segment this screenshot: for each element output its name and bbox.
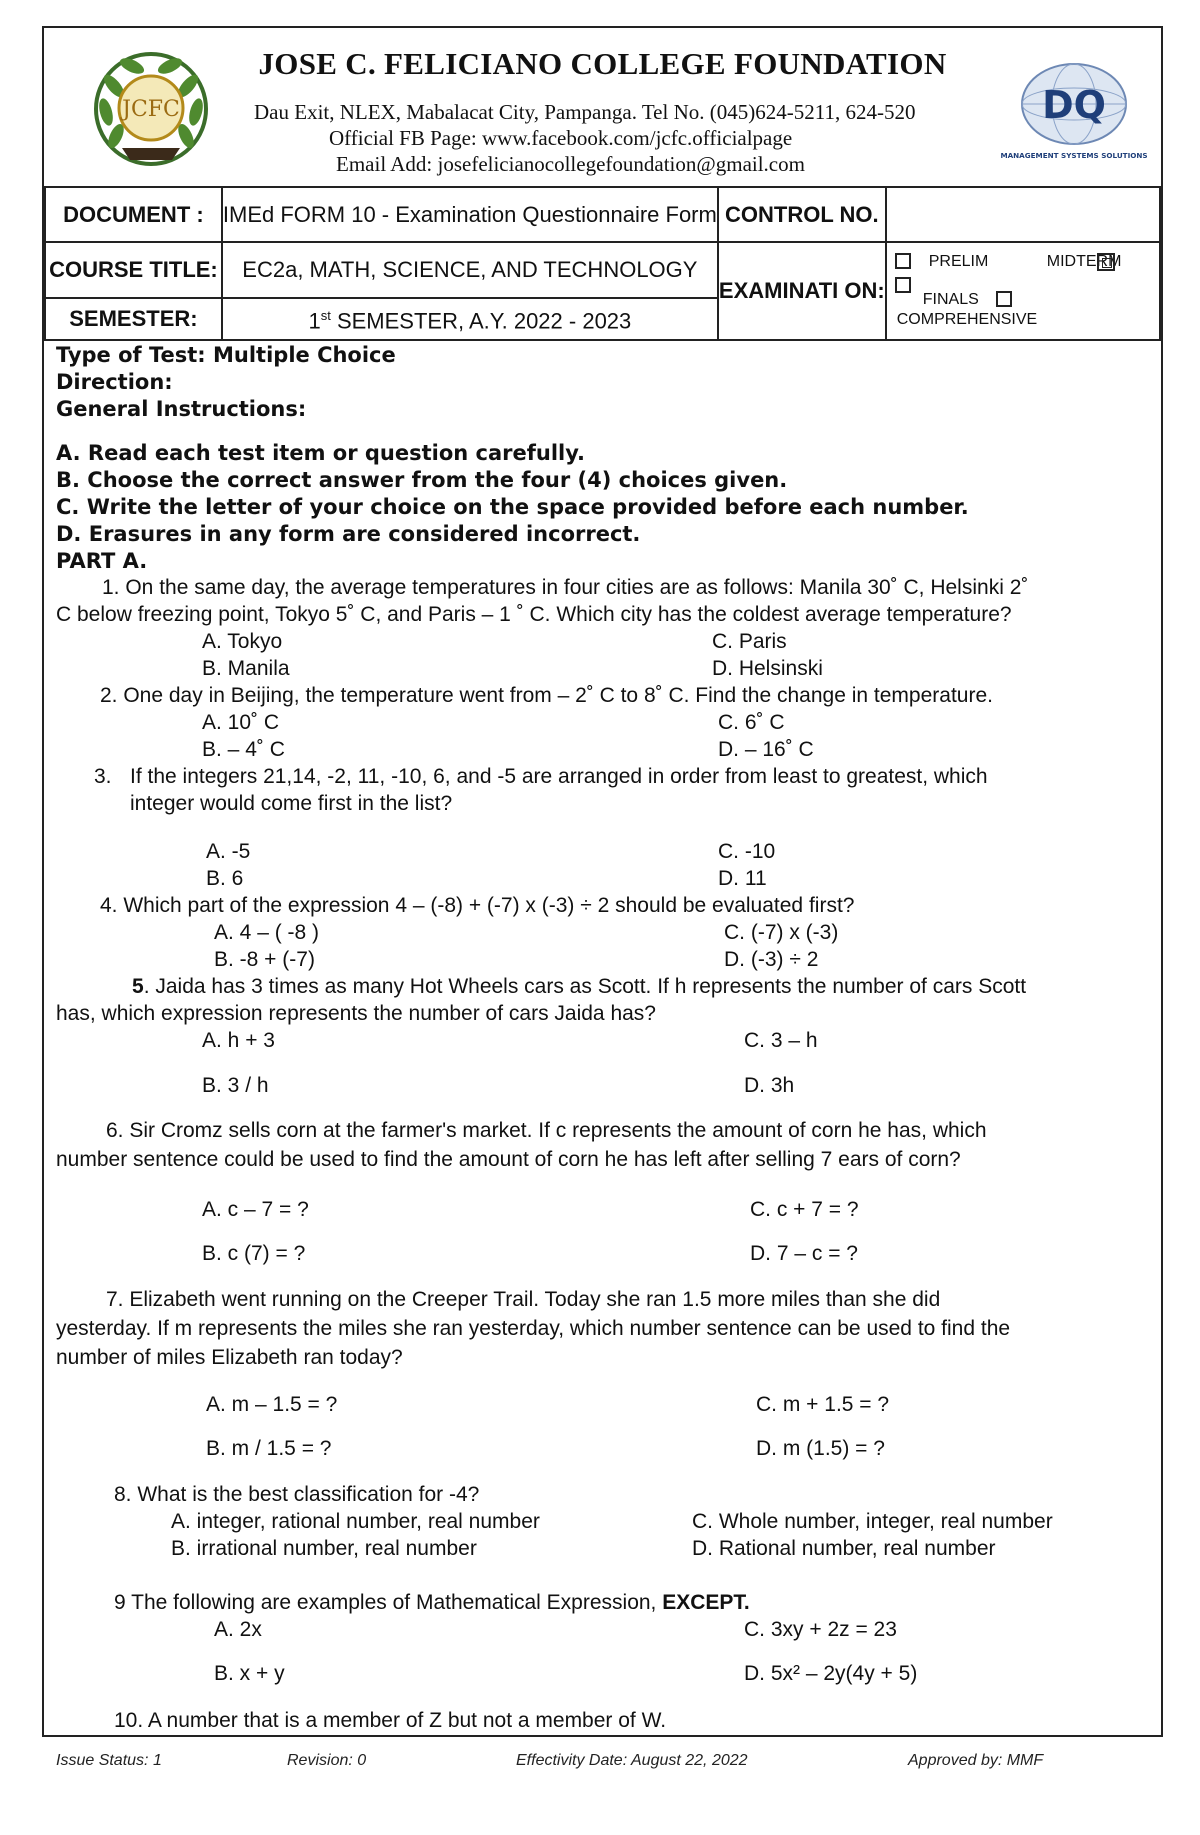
choice-3a: A. -5	[206, 840, 251, 863]
choice-6b: B. c (7) = ?	[202, 1242, 306, 1265]
choice-7b: B. m / 1.5 = ?	[206, 1437, 332, 1460]
email-address: Email Add: josefelicianocollegefoundation@gmail.com	[336, 152, 805, 176]
choice-7d: D. m (1.5) = ?	[756, 1437, 885, 1460]
choice-3b: B. 6	[206, 867, 244, 890]
control-value	[886, 187, 1160, 242]
question-7-cont2: number of miles Elizabeth ran today?	[56, 1346, 403, 1369]
part-a-heading: PART A.	[56, 549, 148, 573]
choice-2a: A. 10˚ C	[202, 711, 280, 734]
control-label: CONTROL NO.	[718, 187, 886, 242]
question-9: 9 The following are examples of Mathematical Expression, EXCEPT.	[114, 1591, 750, 1614]
examination-label: EXAMINATI ON:	[718, 242, 886, 340]
choice-9c: C. 3xy + 2z = 23	[744, 1618, 897, 1641]
question-10: 10. A number that is a member of Z but not a member of W.	[114, 1709, 667, 1732]
choice-4c: C. (-7) x (-3)	[724, 921, 839, 944]
approved-by: Approved by: MMF	[908, 1752, 1044, 1769]
midterm-label: MIDTERM	[1046, 253, 1122, 270]
choice-4b: B. -8 + (-7)	[214, 948, 315, 971]
question-3-cont: integer would come first in the list?	[130, 792, 453, 815]
choice-3c: C. -10	[718, 840, 776, 863]
question-6: 6. Sir Cromz sells corn at the farmer's market. If c represents the amount of corn he has, which	[106, 1119, 987, 1142]
instruction-d: D. Erasures in any form are considered incorrect.	[56, 522, 641, 546]
comprehensive-label: COMPREHENSIVE	[896, 311, 1038, 328]
choice-6c: C. c + 7 = ?	[750, 1198, 859, 1221]
question-5-cont: has, which expression represents the number of cars Jaida has?	[56, 1002, 656, 1025]
svg-text:DQ: DQ	[1042, 83, 1106, 127]
prelim-label: PRELIM	[928, 253, 989, 270]
choice-9d: D. 5x² – 2y(4y + 5)	[744, 1662, 918, 1685]
question-2: 2. One day in Beijing, the temperature went from – 2˚ C to 8˚ C. Find the change in temperature.	[100, 684, 993, 707]
choice-2d: D. – 16˚ C	[718, 738, 814, 761]
question-1: 1. On the same day, the average temperatures in four cities are as follows: Manila 30˚ C, Helsinki 2˚	[102, 576, 1029, 599]
question-7-cont: yesterday. If m represents the miles she ran yesterday, which number sentence can be used to find the	[56, 1317, 1011, 1340]
choice-5d: D. 3h	[744, 1074, 795, 1097]
choice-8a: A. integer, rational number, real number	[171, 1510, 540, 1533]
semester-value: 1st SEMESTER, A.Y. 2022 - 2023	[222, 298, 718, 340]
question-4: 4. Which part of the expression 4 – (-8) + (-7) x (-3) ÷ 2 should be evaluated first?	[100, 894, 855, 917]
instruction-a: A. Read each test item or question carefully.	[56, 441, 585, 465]
choice-1c: C. Paris	[712, 630, 787, 653]
choice-4d: D. (-3) ÷ 2	[724, 948, 819, 971]
choice-5a: A. h + 3	[202, 1029, 275, 1052]
instruction-b: B. Choose the correct answer from the four (4) choices given.	[56, 468, 788, 492]
svg-text:MANAGEMENT SYSTEMS SOLUTIONS: MANAGEMENT SYSTEMS SOLUTIONS	[1000, 151, 1148, 160]
svg-text:JCFC: JCFC	[122, 97, 180, 122]
comprehensive-checkbox[interactable]	[996, 291, 1012, 307]
choice-1a: A. Tokyo	[202, 630, 283, 653]
choice-7a: A. m – 1.5 = ?	[206, 1393, 338, 1416]
course-value: EC2a, MATH, SCIENCE, AND TECHNOLOGY	[222, 242, 718, 298]
choice-2b: B. – 4˚ C	[202, 738, 285, 761]
question-1-cont: C below freezing point, Tokyo 5˚ C, and Paris – 1 ˚ C. Which city has the coldest average temperature?	[56, 603, 1012, 626]
general-instructions-label: General Instructions:	[56, 397, 307, 421]
semester-label: SEMESTER:	[45, 298, 222, 340]
direction-label: Direction:	[56, 370, 173, 394]
question-8: 8. What is the best classification for -4?	[114, 1483, 480, 1506]
finals-checkbox[interactable]	[895, 277, 911, 293]
choice-8b: B. irrational number, real number	[171, 1537, 477, 1560]
document-label: DOCUMENT :	[45, 187, 222, 242]
question-7: 7. Elizabeth went running on the Creeper Trail. Today she ran 1.5 more miles than she did	[106, 1288, 941, 1311]
choice-5b: B. 3 / h	[202, 1074, 269, 1097]
choice-9b: B. x + y	[214, 1662, 285, 1685]
choice-4a: A. 4 – ( -8 )	[214, 921, 320, 944]
question-6-cont: number sentence could be used to find the amount of corn he has left after selling 7 ears of corn?	[56, 1148, 961, 1171]
choice-7c: C. m + 1.5 = ?	[756, 1393, 890, 1416]
certification-logo	[999, 58, 1149, 168]
school-name: JOSE C. FELICIANO COLLEGE FOUNDATION	[258, 46, 947, 81]
question-5: 5. Jaida has 3 times as many Hot Wheels cars as Scott. If h represents the number of cars Scott	[132, 975, 1027, 998]
choice-9a: A. 2x	[214, 1618, 262, 1641]
school-address: Dau Exit, NLEX, Mabalacat City, Pampanga. Tel No. (045)624-5211, 624-520	[254, 100, 916, 124]
question-3-number: 3.	[94, 765, 112, 788]
document-value: IMEd FORM 10 - Examination Questionnaire Form	[222, 187, 718, 242]
revision: Revision: 0	[287, 1752, 367, 1769]
midterm-checkbox[interactable]	[1097, 253, 1115, 271]
question-3: If the integers 21,14, -2, 11, -10, 6, and -5 are arranged in order from least to greatest, which	[130, 765, 988, 788]
finals-label: FINALS	[922, 291, 979, 308]
choice-5c: C. 3 – h	[744, 1029, 818, 1052]
letterhead	[44, 28, 1161, 186]
document-info-table	[44, 186, 1161, 341]
effectivity-date: Effectivity Date: August 22, 2022	[516, 1752, 748, 1769]
choice-6a: A. c – 7 = ?	[202, 1198, 309, 1221]
choice-1b: B. Manila	[202, 657, 290, 680]
examination-options	[886, 242, 1160, 340]
choice-8c: C. Whole number, integer, real number	[692, 1510, 1053, 1533]
course-label: COURSE TITLE:	[45, 242, 222, 298]
choice-1d: D. Helsinski	[712, 657, 823, 680]
prelim-checkbox[interactable]	[895, 253, 911, 269]
issue-status: Issue Status: 1	[56, 1752, 162, 1769]
test-type: Type of Test: Multiple Choice	[56, 343, 396, 367]
choice-3d: D. 11	[718, 867, 767, 890]
choice-6d: D. 7 – c = ?	[750, 1242, 858, 1265]
choice-8d: D. Rational number, real number	[692, 1537, 996, 1560]
instruction-c: C. Write the letter of your choice on the space provided before each number.	[56, 495, 969, 519]
fb-page: Official FB Page: www.facebook.com/jcfc.officialpage	[329, 126, 793, 150]
choice-2c: C. 6˚ C	[718, 711, 785, 734]
